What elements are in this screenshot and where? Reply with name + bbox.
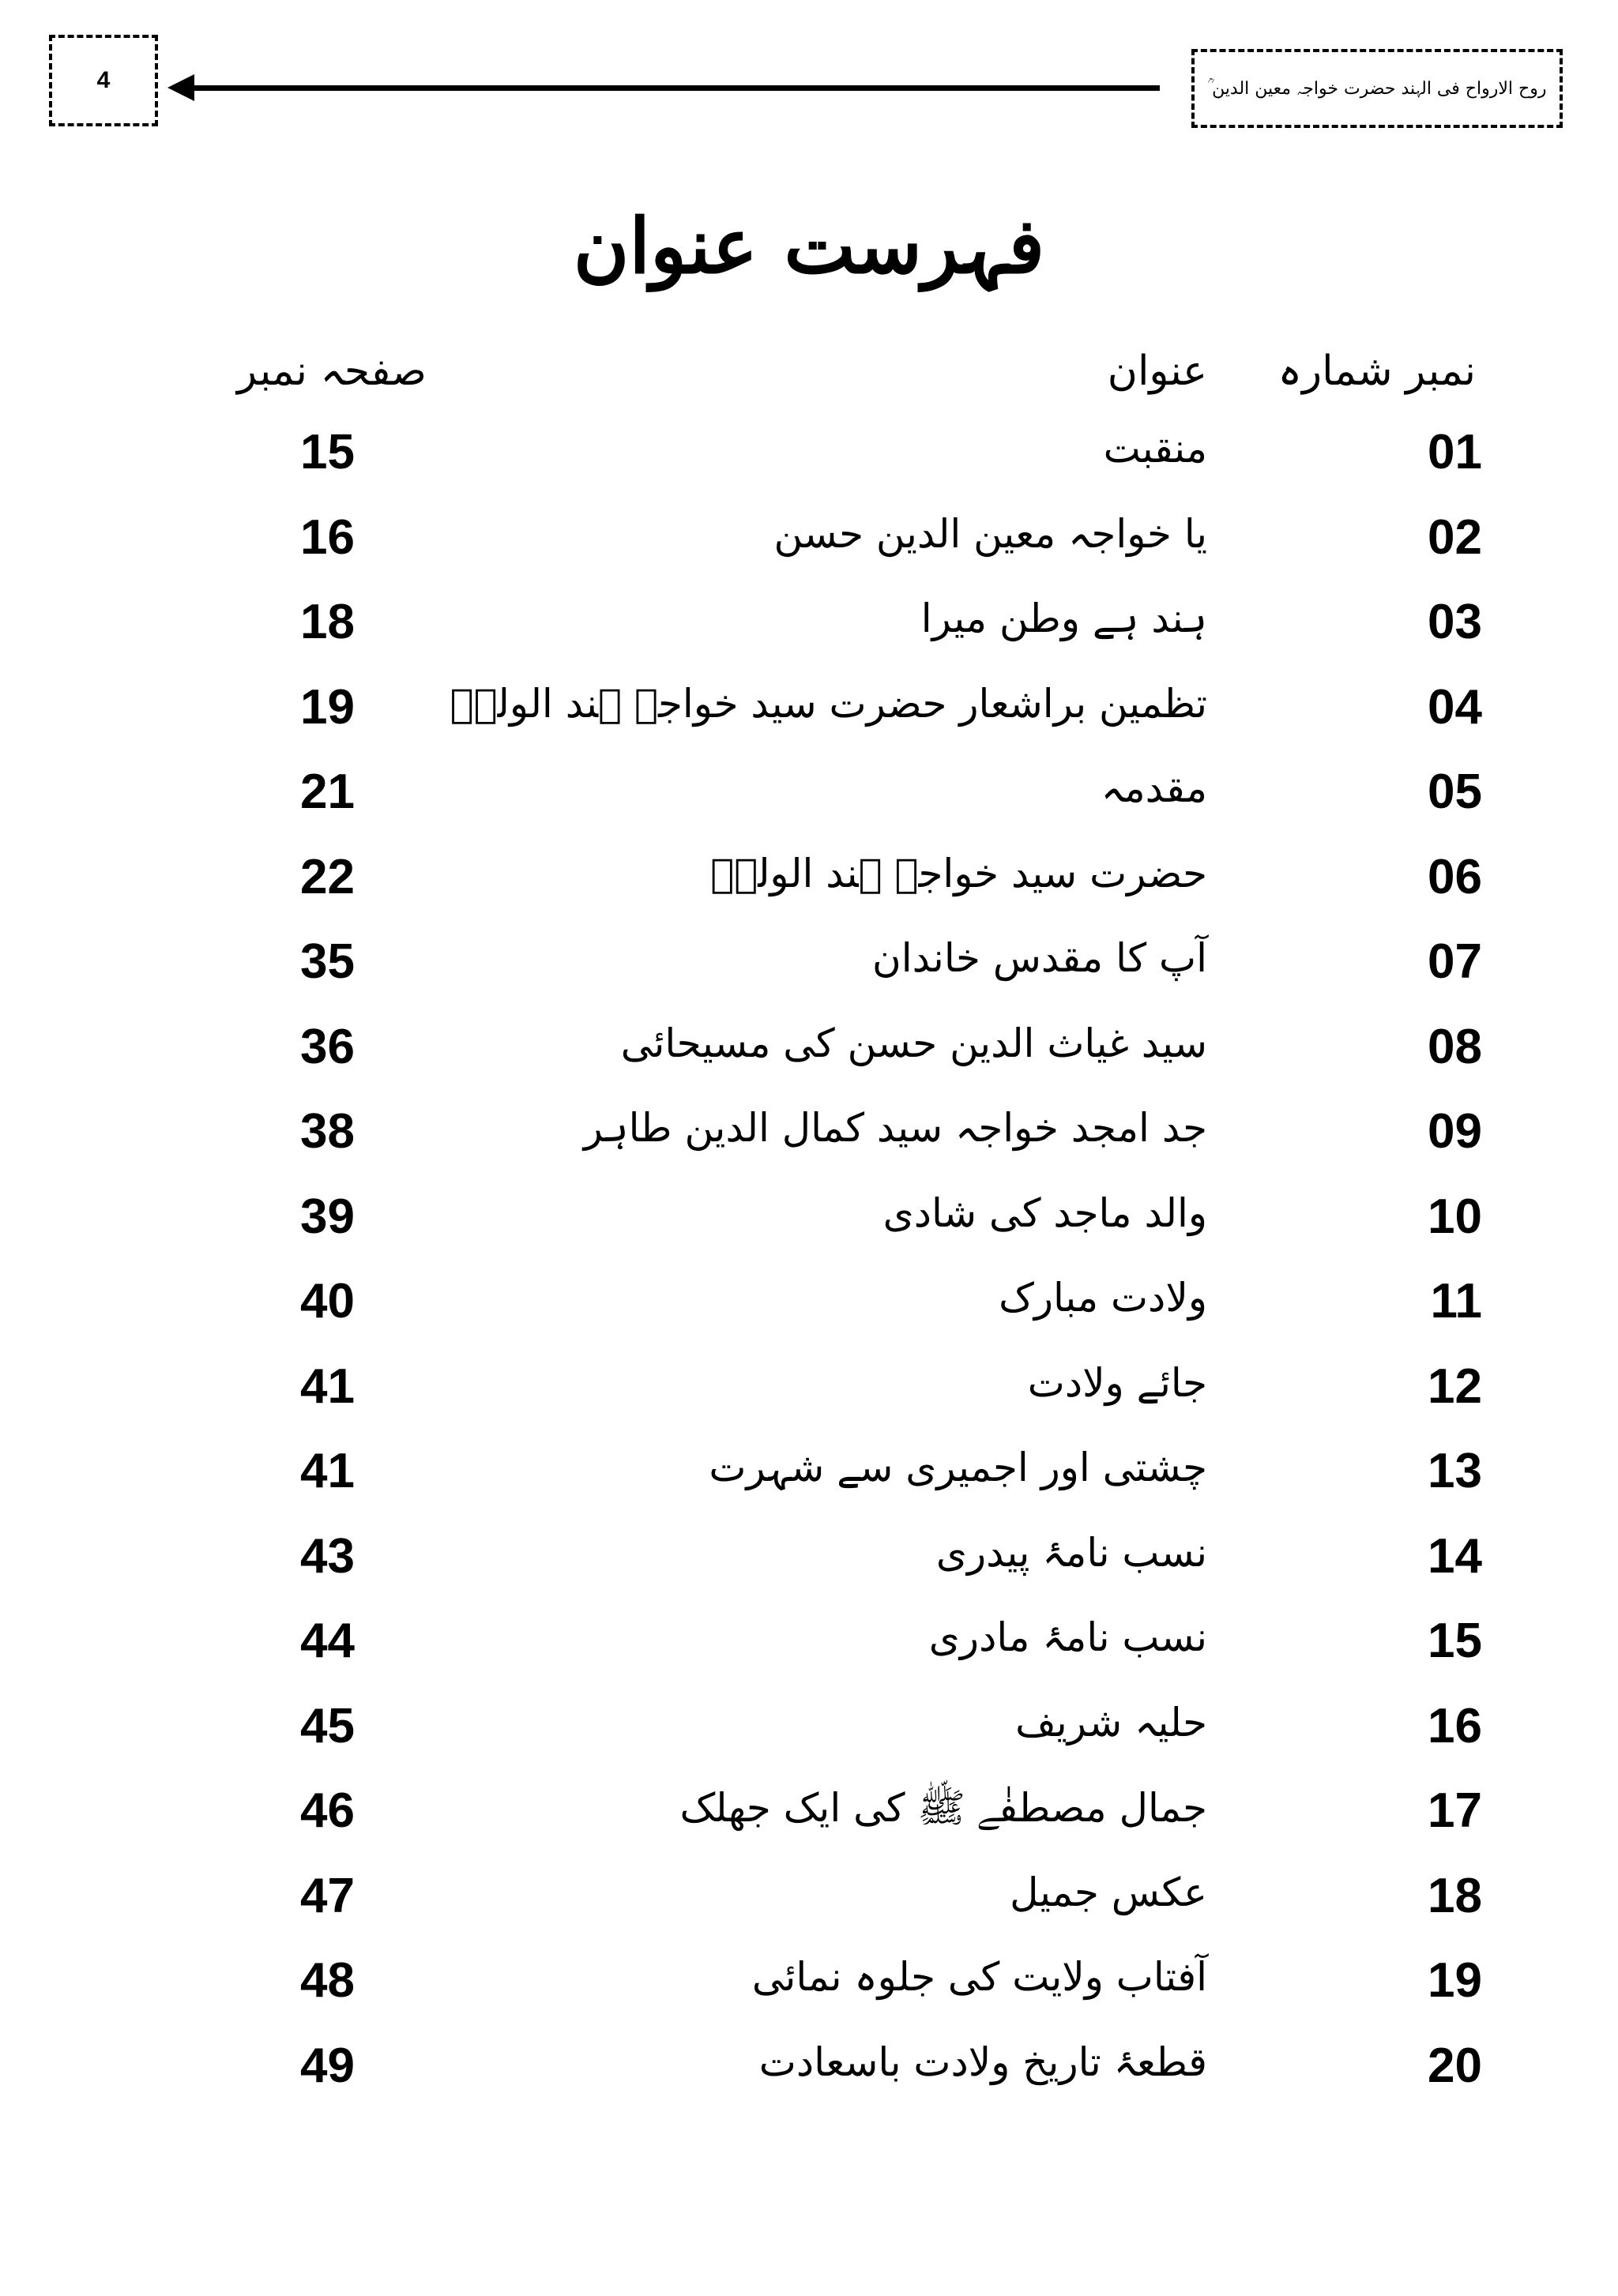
toc-row-title: مقدمہ: [1101, 765, 1207, 811]
toc-row-page: 19: [300, 679, 355, 735]
column-header-serial: نمبر شمارہ: [1277, 348, 1476, 395]
toc-row: [0, 508, 1618, 587]
toc-row-number: 01: [1428, 425, 1482, 479]
column-header-title: عنوان: [1107, 348, 1207, 395]
toc-row-title: ہند ہے وطن میرا: [920, 596, 1207, 641]
toc-row: [0, 1527, 1618, 1606]
toc-row-title: جائے ولادت: [1027, 1359, 1207, 1406]
toc-row-title: حضرت سید خواجہ ہند الولیؒ: [710, 850, 1207, 896]
toc-row-page: 21: [300, 765, 355, 819]
page-number: 4: [96, 67, 111, 93]
running-header: [1191, 49, 1563, 128]
toc-row-number: 11: [1430, 1274, 1482, 1328]
toc-row-number: 16: [1428, 1698, 1482, 1753]
toc-row-number: 06: [1428, 849, 1482, 904]
toc-row-number: 20: [1428, 2038, 1482, 2093]
toc-row: [0, 423, 1618, 502]
toc-row-page: 48: [300, 1953, 355, 2008]
toc-row-page: 38: [300, 1104, 355, 1159]
toc-row-number: 02: [1428, 509, 1482, 565]
column-header-page: صفحہ نمبر: [237, 348, 427, 395]
toc-row: [0, 678, 1618, 757]
toc-row-title: تظمین براشعار حضرت سید خواجہ ہند الولیؒ: [450, 680, 1207, 727]
toc-row-title: جد امجد خواجہ سید کمال الدین طاہر: [583, 1105, 1207, 1151]
toc-row-title: ولادت مبارک: [999, 1275, 1207, 1321]
toc-row-page: 22: [300, 849, 355, 904]
toc-row-page: 46: [300, 1783, 355, 1838]
toc-row: [0, 762, 1618, 841]
toc-row-title: عکس جمیل: [1010, 1869, 1207, 1915]
running-header-text: روح الارواح فی الہند حضرت خواجہ معین الدین ؒ: [1207, 78, 1547, 99]
toc-row-number: 05: [1428, 765, 1482, 819]
toc-row: [0, 1357, 1618, 1436]
toc-row-number: 04: [1428, 679, 1482, 735]
toc-row-page: 43: [300, 1528, 355, 1584]
toc-row-title: نسب نامۂ پیدری: [935, 1529, 1207, 1576]
toc-row: [0, 2036, 1618, 2115]
toc-row-title: حلیہ شریف: [1015, 1699, 1207, 1745]
toc-row-number: 07: [1428, 934, 1482, 989]
toc-row-title: سید غیاث الدین حسن کی مسیحائی: [620, 1020, 1207, 1066]
toc-row: [0, 1272, 1618, 1351]
toc-row-page: 40: [300, 1274, 355, 1328]
toc-row-title: یا خواجہ معین الدین حسن: [773, 510, 1207, 557]
toc-row-title: قطعۂ تاریخ ولادت باسعادت: [758, 2039, 1207, 2085]
toc-row: [0, 1102, 1618, 1181]
toc-row: [0, 1697, 1618, 1776]
toc-row-page: 41: [300, 1358, 355, 1414]
toc-row-number: 09: [1428, 1104, 1482, 1159]
toc-row-number: 17: [1428, 1783, 1482, 1838]
toc-row-title: جمال مصطفٰے ﷺ کی ایک جھلک: [679, 1785, 1207, 1831]
toc-row-number: 13: [1428, 1444, 1482, 1498]
toc-row-page: 18: [300, 595, 355, 649]
toc-row-page: 41: [300, 1444, 355, 1498]
toc-row-page: 39: [300, 1189, 355, 1244]
toc-row-page: 44: [300, 1614, 355, 1668]
toc-row: [0, 1187, 1618, 1266]
toc-row-page: 16: [300, 509, 355, 565]
page-title: فہرست عنوان: [573, 201, 1045, 291]
toc-row-number: 08: [1428, 1019, 1482, 1074]
toc-row-number: 18: [1428, 1868, 1482, 1923]
toc-row-number: 10: [1428, 1189, 1482, 1244]
toc-row-title: چشتی اور اجمیری سے شہرت: [709, 1445, 1207, 1490]
toc-row: [0, 1017, 1618, 1096]
page-number-box: [49, 35, 158, 126]
toc-row: [0, 1441, 1618, 1520]
toc-row: [0, 1611, 1618, 1690]
toc-row: [0, 932, 1618, 1011]
arrow-line: [188, 85, 1160, 91]
toc-row-page: 49: [300, 2038, 355, 2093]
toc-row-number: 19: [1428, 1953, 1482, 2008]
toc-row-title: آفتاب ولایت کی جلوہ نمائی: [751, 1954, 1207, 2000]
toc-row: [0, 592, 1618, 671]
toc-row: [0, 1781, 1618, 1860]
toc-row-number: 15: [1428, 1614, 1482, 1668]
toc-row-page: 15: [300, 425, 355, 479]
toc-row-number: 14: [1428, 1528, 1482, 1584]
toc-row: [0, 1866, 1618, 1945]
toc-row-title: منقبت: [1103, 426, 1207, 472]
toc-row-number: 03: [1428, 595, 1482, 649]
toc-row-title: والد ماجد کی شادی: [882, 1189, 1207, 1236]
toc-row: [0, 847, 1618, 926]
toc-row-title: نسب نامۂ مادری: [928, 1614, 1207, 1660]
toc-row-number: 12: [1428, 1358, 1482, 1414]
toc-row-page: 36: [300, 1019, 355, 1074]
toc-row-page: 45: [300, 1698, 355, 1753]
toc-row: [0, 1951, 1618, 2030]
toc-row-page: 47: [300, 1868, 355, 1923]
toc-row-page: 35: [300, 934, 355, 989]
toc-row-title: آپ کا مقدس خاندان: [872, 935, 1207, 981]
